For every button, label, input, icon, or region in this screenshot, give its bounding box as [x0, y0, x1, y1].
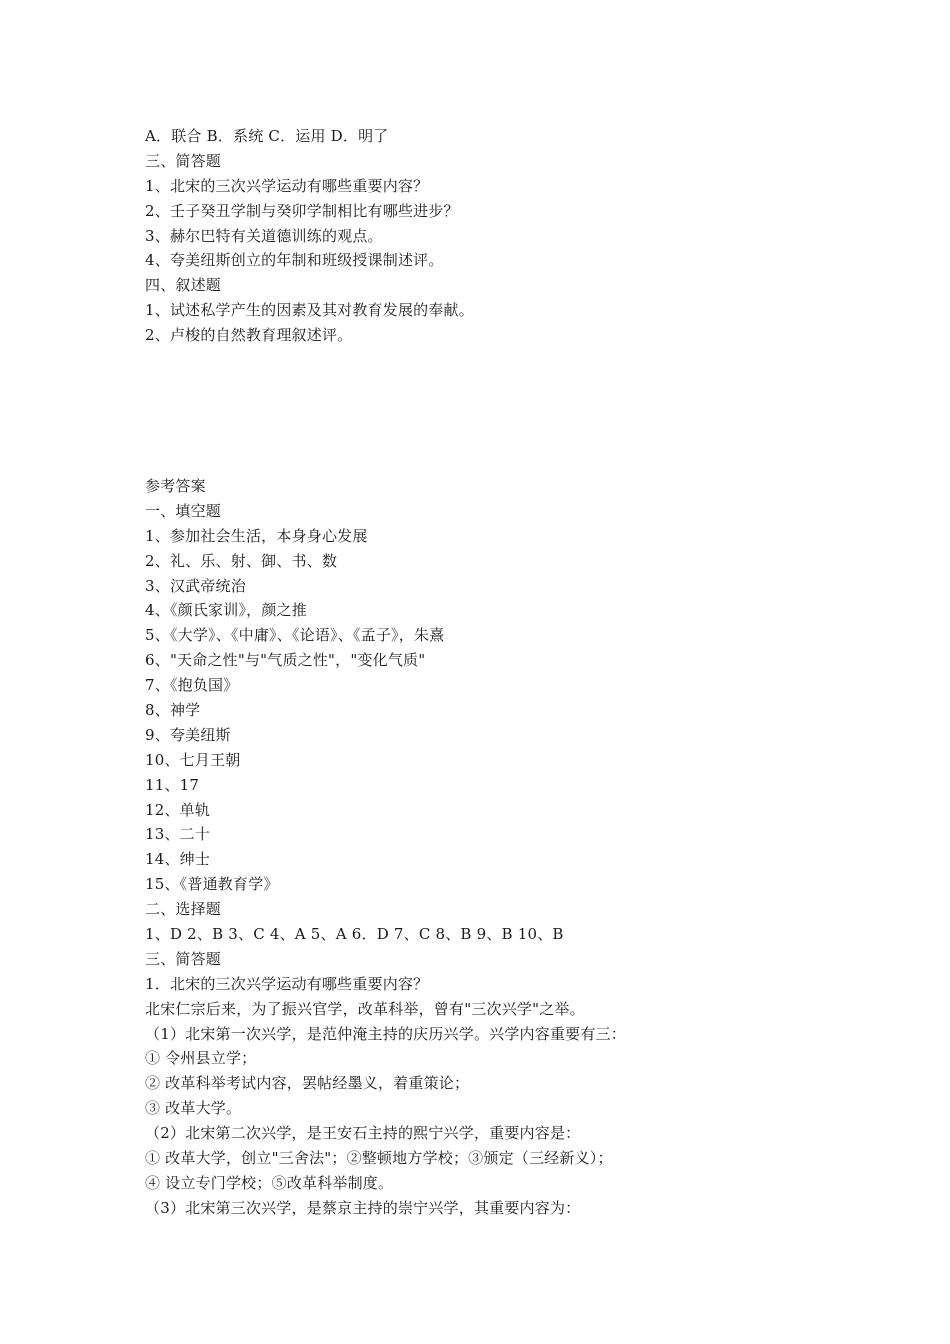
- answer-line: 6、"天命之性"与"气质之性"，"变化气质": [145, 651, 426, 670]
- section-heading-short-answer: 三、简答题: [145, 151, 222, 170]
- answer-line: 3、汉武帝统治: [145, 576, 246, 595]
- question-line: 4、夸美纽斯创立的年制和班级授课制述评。: [145, 251, 444, 270]
- answer-line: 8、神学: [145, 701, 201, 720]
- questions-section: [145, 124, 845, 348]
- answer-line: 12、单轨: [145, 800, 211, 819]
- answer-line: 9、夸美纽斯: [145, 725, 231, 744]
- section-heading-multiple-choice: 二、选择题: [145, 900, 222, 919]
- answer-paragraph-line: ③ 改革大学。: [145, 1099, 242, 1118]
- answer-paragraph-line: （1）北宋第一次兴学，是范仲淹主持的庆历兴学。兴学内容重要有三：: [145, 1024, 626, 1043]
- answer-line: 5、《大学》、《中庸》、《论语》、《孟子》，朱熹: [145, 626, 445, 645]
- answer-line: 15、《普通教育学》: [145, 875, 279, 894]
- answer-line: 2、礼、乐、射、御、书、数: [145, 551, 338, 570]
- question-line: 2、壬子癸丑学制与癸卯学制相比有哪些进步？: [145, 201, 459, 220]
- question-line: 3、赫尔巴特有关道德训练的观点。: [145, 226, 383, 245]
- answer-paragraph-line: （3）北宋第三次兴学，是蔡京主持的崇宁兴学，其重要内容为：: [145, 1198, 581, 1217]
- section-heading-essay: 四、叙述题: [145, 276, 222, 295]
- answers-section: [145, 474, 845, 1221]
- answer-line: 7、《抱负国》: [145, 676, 239, 695]
- answer-line: 14、绅士: [145, 850, 211, 869]
- question-line: 1、试述私学产生的因素及其对教育发展的奉献。: [145, 301, 474, 320]
- answer-question-line: 1．北宋的三次兴学运动有哪些重要内容？: [145, 974, 429, 993]
- answer-paragraph-line: （2）北宋第二次兴学，是王安石主持的熙宁兴学，重要内容是：: [145, 1124, 581, 1143]
- answer-line: 10、七月王朝: [145, 750, 241, 769]
- answer-paragraph-line: ① 改革大学，创立"三舍法"；②整顿地方学校；③颁定（三经新义）；: [145, 1149, 613, 1168]
- answers-title: 参考答案: [145, 477, 206, 495]
- answer-line: 4、《颜氏家训》，颜之推: [145, 601, 307, 620]
- answer-paragraph-line: 北宋仁宗后来，为了振兴官学，改革科举，曾有"三次兴学"之举。: [145, 999, 585, 1018]
- choice-answers-line: 1、D 2、B 3、C 4、A 5、A 6．D 7、C 8、B 9、B 10、B: [145, 925, 564, 944]
- answer-line: 11、17: [145, 775, 200, 794]
- section-heading-fill-blank: 一、填空题: [145, 501, 222, 520]
- section-heading-short-answer: 三、简答题: [145, 949, 222, 968]
- answer-paragraph-line: ② 改革科举考试内容，罢帖经墨义，着重策论；: [145, 1074, 470, 1093]
- question-line: 2、卢梭的自然教育理叙述评。: [145, 326, 353, 345]
- answer-paragraph-line: ④ 设立专门学校；⑤改革科举制度。: [145, 1173, 394, 1192]
- answer-line: 1、参加社会生活，本身身心发展: [145, 526, 368, 545]
- choice-options-line: A．联合 B．系统 C．运用 D．明了: [145, 127, 389, 145]
- question-line: 1、北宋的三次兴学运动有哪些重要内容？: [145, 176, 429, 195]
- answer-line: 13、二十: [145, 825, 211, 844]
- answer-paragraph-line: ① 令州县立学；: [145, 1049, 257, 1068]
